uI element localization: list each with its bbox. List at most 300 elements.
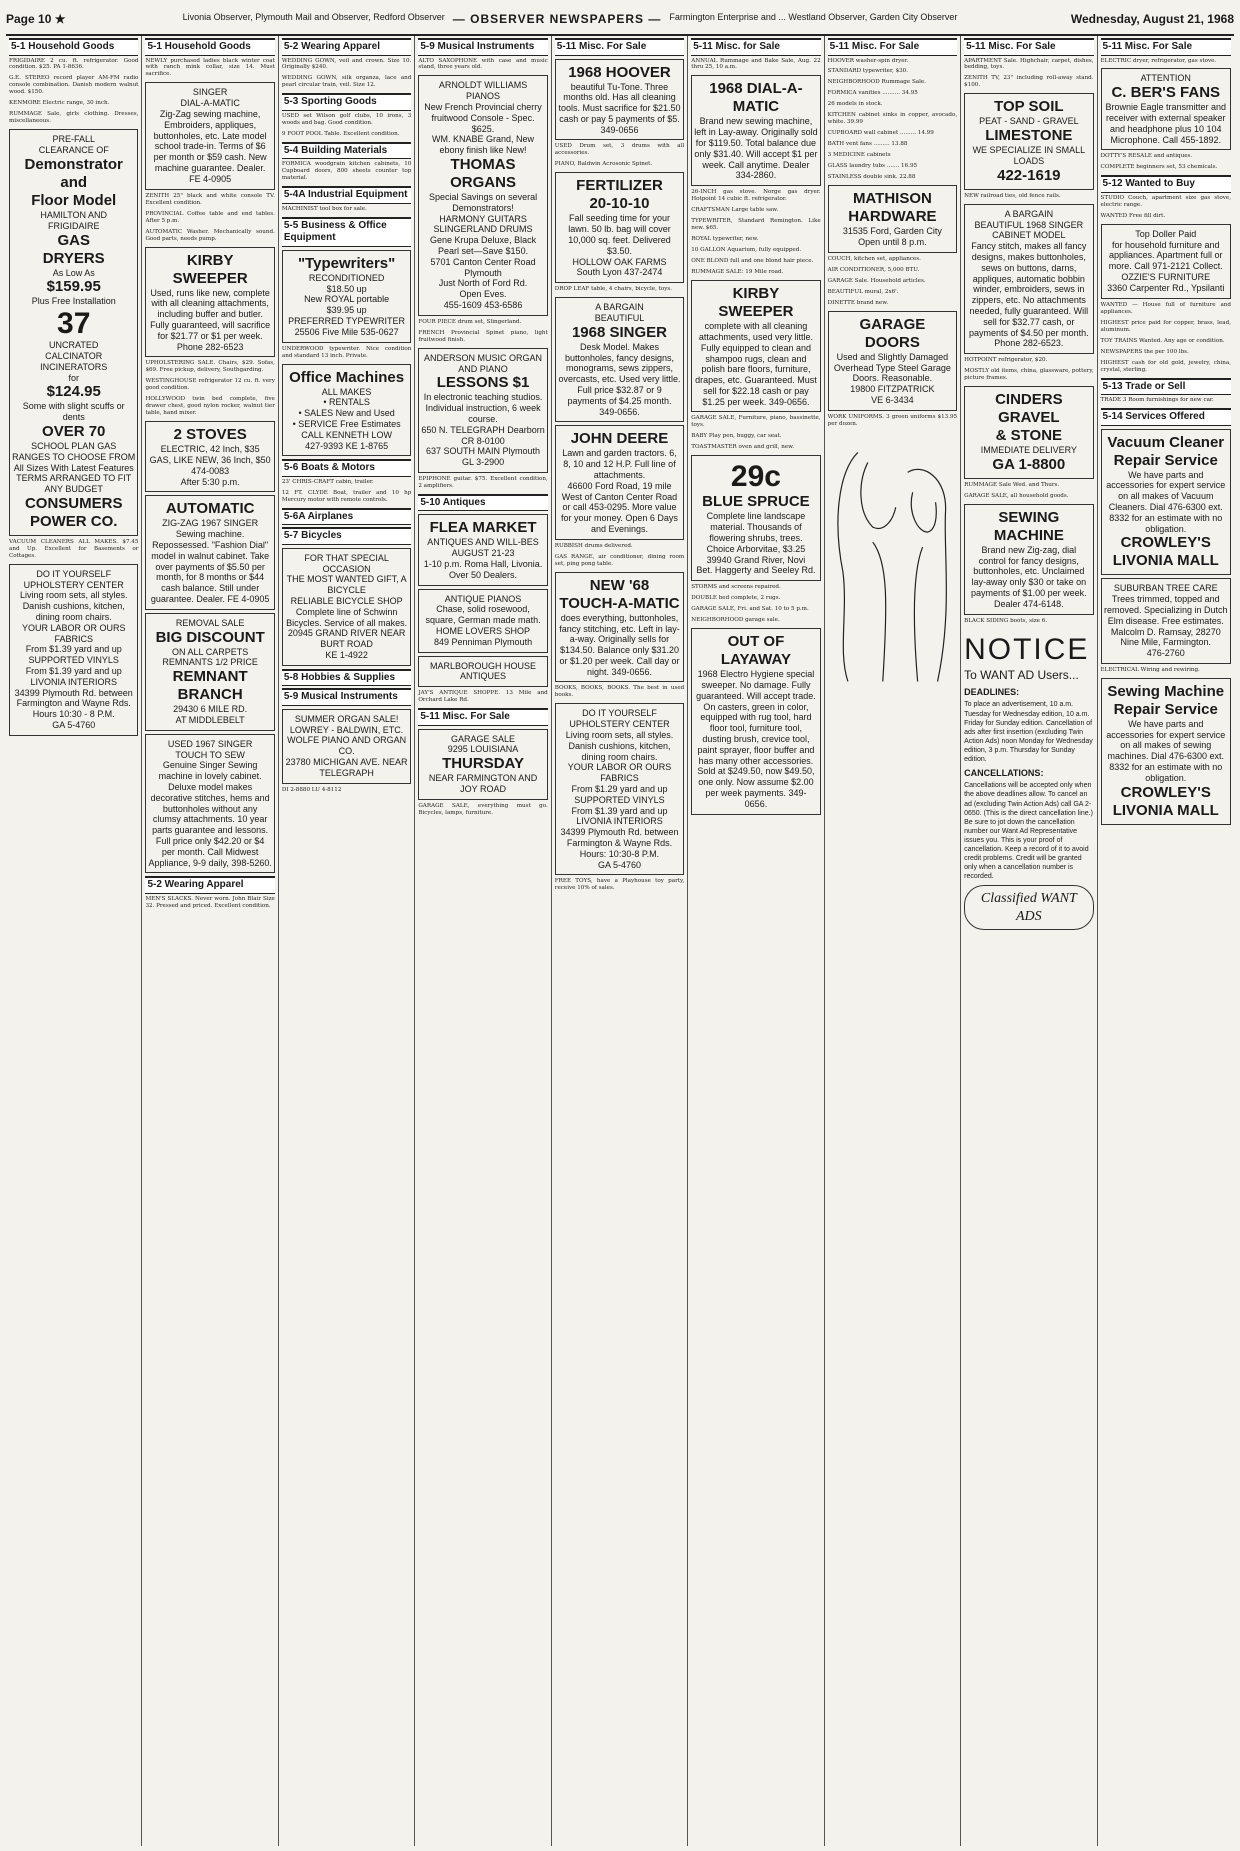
display-ad-line: In electronic teaching studios. Individual instruction, 6 week course. bbox=[423, 392, 543, 424]
classified-ad: PIANO, Baldwin Acrosonic Spinet. bbox=[554, 161, 653, 168]
display-ad-line: Repair Service bbox=[1113, 451, 1218, 469]
want-ad-notice bbox=[964, 631, 1093, 882]
display-ad-line: GA 1-8800 bbox=[992, 455, 1066, 473]
classified-ad: DROP LEAF table, 4 chairs, bicycle, toys. bbox=[554, 286, 673, 293]
display-ad-line: SCHOOL PLAN GAS RANGES TO CHOOSE FROM bbox=[12, 440, 136, 462]
display-ad-line: Office Machines bbox=[289, 368, 405, 386]
section-header: 5-11 Misc. for Sale bbox=[691, 38, 820, 56]
classified-ad: FREE TOYS, have a Playhouse toy party, receive 10% of sales. bbox=[554, 878, 685, 892]
display-ad bbox=[1101, 429, 1231, 576]
display-ad-line: Used, runs like new, complete with all cleaning attachments, including buffer and butler. Fully guaranteed, will sacrifice for $21.77 or $1 per week. Phone 282-6523 bbox=[150, 287, 271, 352]
display-ad-line: & STONE bbox=[995, 427, 1063, 445]
section-header: 5-10 Antiques bbox=[418, 494, 547, 512]
display-ad bbox=[418, 514, 547, 585]
classified-ad: COMPLETE beginners set, 53 chemicals. bbox=[1100, 164, 1218, 171]
classified-ad: STORMS and screens repaired. bbox=[691, 584, 781, 591]
display-ad-line: Special Savings on several Demonstrators! bbox=[429, 192, 538, 213]
display-ad-line: 1968 SINGER bbox=[571, 323, 668, 341]
display-ad-line: BEAUTIFUL bbox=[594, 313, 645, 323]
classified-ad: PROVINCIAL Coffee table and end tables. After 5 p.m. bbox=[145, 210, 275, 224]
masthead bbox=[6, 4, 1234, 36]
display-ad-line: UNCRATED bbox=[49, 340, 99, 351]
classified-ad: NEWSPAPERS the per 100 lbs. bbox=[1100, 348, 1189, 355]
section-header: 5-12 Wanted to Buy bbox=[1101, 175, 1231, 193]
classified-ad: TOASTMASTER oven and grill, new. bbox=[691, 444, 795, 451]
display-ad-line: 5701 Canton Center Road Plymouth bbox=[430, 256, 536, 278]
classified-ad: UPHOLSTERING SALE. Chairs, $29. Sofas, $69. Free pickup, delivery, Southgarding. bbox=[145, 360, 275, 374]
classified-ad: UNDERWOOD typewriter. Nice condition and standard 13 inch. Private. bbox=[281, 345, 412, 359]
column-5 bbox=[552, 36, 688, 1846]
display-ad-line: As Low As bbox=[52, 267, 95, 278]
display-ad bbox=[145, 495, 274, 609]
section-header: 5-11 Misc. For Sale bbox=[828, 38, 957, 56]
column-8 bbox=[961, 36, 1097, 1846]
illustration-stroke bbox=[861, 462, 896, 528]
display-ad-line: LIMESTONE bbox=[985, 127, 1073, 145]
classified-ad: GARAGE SALE, everything must go. Bicycles, lamps, furniture. bbox=[418, 802, 548, 816]
classified-ad: VACUUM CLEANERS ALL MAKES. $7.45 and Up. Excellent for Basements or Cottages. bbox=[9, 538, 139, 559]
display-ad-line: HAMILTON AND bbox=[40, 209, 108, 220]
display-ad-line: Living room sets, all styles. Danish cushions, kitchen, dining room chairs. bbox=[565, 730, 674, 762]
display-ad-line: AT MIDDLEBELT bbox=[175, 714, 245, 725]
display-ad-line: South Lyon 437-2474 bbox=[576, 267, 663, 278]
illustration-stroke bbox=[914, 547, 922, 681]
display-ad-line: THOMAS ORGANS bbox=[450, 156, 516, 192]
classified-ad: HOOVER washer-spin dryer. bbox=[827, 57, 909, 64]
display-ad-line: LIVONIA INTERIORS bbox=[30, 676, 117, 687]
display-ad-line: ATTENTION bbox=[1140, 73, 1191, 84]
display-ad bbox=[1101, 678, 1231, 825]
display-ad-line: 39940 Grand River, Novi bbox=[706, 554, 806, 565]
display-ad-line: LOWREY - BALDWIN, ETC. bbox=[289, 724, 404, 735]
classified-ad: GARAGE SALE, all household goods. bbox=[964, 492, 1069, 499]
display-ad bbox=[691, 75, 820, 186]
display-ad-line: 34399 Plymouth Rd. between Farmington and Wayne Rds. bbox=[14, 687, 133, 709]
classified-ad: FRENCH Provincial Spinet piano, light fruitwood finish. bbox=[418, 329, 548, 343]
display-ad bbox=[282, 709, 411, 784]
display-ad bbox=[1101, 68, 1231, 150]
section-header: 5-9 Musical Instruments bbox=[418, 38, 547, 56]
display-ad-line: 427-9393 KE 1-8765 bbox=[305, 440, 389, 451]
display-ad-line: REMNANT bbox=[172, 668, 248, 686]
classified-ad: 12 FT. CLYDE Boat, trailer and 10 hp Mercury motor with remote controls. bbox=[281, 489, 412, 503]
display-ad-line: Complete line landscape material. Thousands of flowering shrubs, trees. bbox=[706, 511, 806, 544]
display-ad bbox=[1101, 224, 1231, 299]
classified-ad: HOLLYWOOD twin bed complete, five drawer chest, good nylon rocker, walnut tier table, hand mixer. bbox=[145, 396, 275, 417]
display-ad-line: MARLBOROUGH HOUSE ANTIQUES bbox=[430, 660, 537, 682]
classified-ad: ALTO SAXOPHONE with case and music stand, three years old. bbox=[418, 57, 548, 71]
classified-ad: FOUR PIECE drum set, Slingerland. bbox=[418, 318, 522, 325]
display-ad-line: From $1.39 yard and up bbox=[571, 805, 668, 816]
classified-ad: DI 2-8880 LU 4-8112 bbox=[281, 786, 342, 793]
classified-ad: CUPBOARD wall cabinet ......... 14.99 bbox=[827, 130, 934, 137]
display-ad-line: CLEARANCE OF bbox=[38, 145, 109, 156]
display-ad bbox=[964, 504, 1093, 615]
classified-ad: MACHINIST tool box for sale. bbox=[281, 205, 367, 212]
display-ad-line: Genuine Singer Sewing machine in lovely cabinet. Deluxe model makes decorative stitches, hems and buttonholes without any clumsy attachments. 10 year parts guarantee and lessons. Full price only $42.20 or $4 per month. Call Midwest Appliance, 9-9 daily, 398-5260. bbox=[148, 760, 272, 868]
display-ad-line: NEW '68 bbox=[589, 576, 650, 594]
display-ad-line: GAS bbox=[57, 231, 90, 249]
display-ad bbox=[418, 729, 547, 800]
display-ad-line: Used and Slightly Damaged bbox=[836, 351, 949, 362]
classified-want-ads-logo: Classified WANT ADS bbox=[964, 885, 1093, 930]
display-ad bbox=[145, 734, 274, 874]
display-ad-line: TOP SOIL bbox=[994, 98, 1064, 116]
classified-ad: RUMMAGE Sale, girls clothing. Dresses, miscellaneous. bbox=[9, 111, 139, 125]
display-ad-line: ANTIQUE PIANOS bbox=[444, 593, 522, 604]
notice-subtitle: To WANT AD Users... bbox=[964, 668, 1079, 683]
display-ad-line: 37 bbox=[57, 307, 91, 341]
display-ad bbox=[828, 185, 957, 253]
display-ad-line: GA 5-4760 bbox=[597, 859, 641, 870]
classified-ad: GARAGE SALE, Fri. and Sat. 10 to 5 p.m. bbox=[691, 606, 809, 613]
section-header: 5-13 Trade or Sell bbox=[1101, 378, 1231, 396]
display-ad-line: We have parts and accessories for expert service on all makes of sewing machines. Dial 476-6300 ext. 8332 for an estimate with no obligation. bbox=[1106, 718, 1226, 783]
notice-paragraph: Cancellations will be accepted only when the above deadlines allow. To cancel an ad (excluding Twin Action Ads) call GA 2-0650. (This is the direct cancellation line.) Be sure to jot down the cancellation number our Want Ad Representative issues you. This is your proof of cancellation. Keep a record of it to avoid credit problems. Credit will be granted only when a cancellation number is recorded. bbox=[964, 782, 1093, 881]
display-ad-line: "Typewriters" bbox=[297, 254, 396, 272]
display-ad-line: ANTIQUES AND WILL-BES bbox=[427, 537, 539, 548]
display-ad-line: for household furniture and appliances. Apartment full or more. Call 971-2121 Collect. bbox=[1108, 239, 1223, 272]
display-ad-line: FOR THAT SPECIAL OCCASION bbox=[304, 552, 389, 574]
display-ad bbox=[828, 311, 957, 411]
classified-ad: FORMICA woodgrain kitchen cabinets, 10 Cupboard doors, 800 sheets counter top material. bbox=[281, 161, 412, 182]
classified-ad: STAINLESS double sink. 22.88 bbox=[827, 174, 916, 181]
classified-ad: ELECTRIC dryer, refrigerator, gas stove. bbox=[1100, 57, 1217, 64]
display-ad-line: KIRBY SWEEPER bbox=[172, 251, 248, 287]
display-ad-line: UPHOLSTERY CENTER bbox=[23, 579, 124, 590]
display-ad-line: CALL KENNETH LOW bbox=[301, 429, 392, 440]
classified-ad: HOTPOINT refrigerator, $20. bbox=[964, 357, 1048, 364]
display-ad-line: 20945 GRAND RIVER NEAR BURT ROAD bbox=[287, 628, 406, 650]
notice-paragraph: To place an advertisement, 10 a.m. Tuesday for Wednesday edition, 10 a.m. Friday for Sunday edition. Cancellation of ads after first insertion (excluding Twin Action Ads) noon Monday for Wednesday edition, 3 p.m. Thursday for Sunday edition. bbox=[964, 701, 1093, 763]
display-ad-line: BIG DISCOUNT bbox=[155, 628, 265, 646]
display-ad-line: From $1.39 yard and up bbox=[25, 644, 122, 655]
display-ad-line: GA 5-4760 bbox=[52, 720, 96, 731]
display-ad-line: Fall seeding time for your lawn. 50 lb. bag will cover 10,000 sq. feet. Delivered $3.50. bbox=[568, 213, 671, 256]
classified-ad: USED set Wilson golf clubs, 10 irons, 3 woods and bag. Good condition. bbox=[281, 112, 412, 126]
classified-ad: USED Drum set, 3 drums with all accessories. bbox=[554, 143, 685, 157]
display-ad-line: TOUCH TO SEW bbox=[175, 749, 245, 760]
display-ad-line: Repair Service bbox=[1113, 700, 1218, 718]
display-ad-line: HOLLOW OAK FARMS bbox=[572, 256, 667, 267]
page-number: Page 10 ★ bbox=[6, 12, 66, 26]
display-ad-line: All Sizes With Latest Features bbox=[13, 462, 134, 473]
display-ad-line: BLUE SPRUCE bbox=[702, 493, 810, 511]
display-ad bbox=[555, 172, 684, 283]
display-ad-line: KIRBY SWEEPER bbox=[718, 285, 794, 321]
display-ad-line: 1968 Electro Hygiene special sweeper. No damage. Fully guaranteed. Will accept trade. On casters, green in color, equipped with rug tool, hard floor tool, furniture tool, dusting brush, crevice tool, paint sprayer, floor buffer and has many other accessories. Sold at $249.50, now $49.50, one only. Now assume $2.00 per week payments. 349-0656. bbox=[696, 669, 816, 809]
paper-title-left: Livonia Observer, Plymouth Mail and Observer, Redford Observer bbox=[182, 12, 445, 22]
display-ad-line: 1-10 p.m. Roma Hall, Livonia. Over 50 Dealers. bbox=[423, 559, 543, 580]
display-ad bbox=[145, 421, 274, 492]
classified-ad: ZENITH 25" black and white console TV. Excellent condition. bbox=[145, 192, 275, 206]
display-ad-line: FRIGIDAIRE bbox=[47, 220, 100, 231]
display-ad-line: PRE-FALL bbox=[52, 134, 95, 145]
classified-ad: FRIGIDAIRE 2 cu. ft. refrigerator. Good condition. $25. PA 1-8636. bbox=[9, 57, 139, 71]
section-header: 5-11 Misc. For Sale bbox=[555, 38, 684, 56]
display-ad bbox=[964, 204, 1093, 354]
classified-ad: WEDDING GOWN, silk organza, lace and pearl circular train, veil. Size 12. bbox=[281, 75, 412, 89]
classified-ad: NEWLY purchased ladies black winter coat with ranch mink collar, size 14. Must sacrifice. bbox=[145, 57, 275, 78]
display-ad-line: SUPPORTED VINYLS bbox=[28, 655, 119, 666]
display-ad-line: CONSUMERS bbox=[24, 494, 123, 512]
column-1 bbox=[6, 36, 142, 1846]
display-ad-line: RELIABLE BICYCLE SHOP bbox=[290, 596, 403, 606]
classified-ad: TOY TRAINS Wanted. Any age or condition. bbox=[1100, 337, 1225, 344]
section-header: 5-11 Misc. For Sale bbox=[1101, 38, 1231, 56]
display-ad-line: KE 1-4922 bbox=[325, 649, 368, 660]
classified-ad: WEDDING GOWN, veil and crown. Size 10. Originally $240. bbox=[281, 57, 412, 71]
display-ad-line: LIVONIA MALL bbox=[1112, 801, 1219, 819]
display-ad bbox=[1101, 578, 1231, 664]
display-ad-line: We have parts and accessories for expert service on all makes of Vacuum Cleaners. Dial 476-6300 ext. 8332 for an estimate with no obligation. bbox=[1106, 469, 1226, 534]
classified-ad: STUDIO Couch, apartment size gas stove, electric range. bbox=[1100, 194, 1231, 208]
display-ad-line: 422-1619 bbox=[997, 166, 1061, 184]
display-ad-line: USED 1967 SINGER bbox=[167, 738, 253, 749]
display-ad-line: • RENTALS bbox=[323, 397, 370, 408]
display-ad-line: DIAL-A-MATIC bbox=[180, 98, 240, 109]
section-header: 5-8 Hobbies & Supplies bbox=[282, 669, 411, 687]
display-ad bbox=[691, 280, 820, 412]
display-ad-line: CROWLEY'S bbox=[1120, 783, 1211, 801]
display-ad-line: 2 STOVES bbox=[173, 426, 247, 444]
classified-ad: NEIGHBORHOOD garage sale. bbox=[691, 617, 780, 624]
display-ad-line: GARAGE SALE bbox=[451, 733, 516, 744]
classified-ad: TRADE 3 Room furnishings for new car. bbox=[1100, 397, 1214, 404]
display-ad-line: FLEA MARKET bbox=[429, 519, 537, 537]
display-ad bbox=[691, 455, 820, 581]
display-ad bbox=[555, 425, 684, 539]
illustration-stroke bbox=[911, 492, 936, 532]
classified-ad: ELECTRICAL Wiring and rewiring. bbox=[1100, 666, 1200, 673]
column-4 bbox=[415, 36, 551, 1846]
display-ad-line: Chase, solid rosewood, square, German made math. bbox=[425, 604, 541, 626]
display-ad bbox=[418, 589, 547, 653]
display-ad-line: 455-1609 453-6586 bbox=[443, 300, 523, 311]
classified-ad: DOUBLE bed complete, 2 rugs. bbox=[691, 595, 781, 602]
classified-ad: 26-INCH gas stove. Norge gas dryer. Hotpoint 14 cubic ft. refrigerator. bbox=[691, 189, 821, 203]
classified-ad: GAS RANGE, air conditioner, dining room set, ping pong table. bbox=[554, 553, 685, 567]
classified-ad: G.E. STEREO record player AM-FM radio console combination. Danish modern walnut wood. $150. bbox=[9, 75, 139, 96]
display-ad-line: SEWING MACHINE bbox=[993, 508, 1064, 544]
display-ad-line: 31535 Ford, Garden City bbox=[842, 226, 942, 237]
display-ad-line: RECONDITIONED bbox=[308, 272, 385, 283]
display-ad-line: DO IT YOURSELF bbox=[36, 568, 112, 579]
classified-ad: KITCHEN cabinet sinks in copper, avocado, white. 39.99 bbox=[827, 112, 958, 126]
classified-columns bbox=[6, 36, 1234, 1846]
display-ad-line: 19800 FITZPATRICK bbox=[850, 384, 935, 395]
notice-title: NOTICE bbox=[964, 632, 1090, 666]
display-ad-line: From $1.29 yard and up bbox=[571, 784, 668, 795]
display-ad-line: DRYERS bbox=[42, 249, 105, 267]
display-ad-line: Lawn and garden tractors. 6, 8, 10 and 12 H.P. Full line of attachments. bbox=[562, 448, 677, 480]
display-ad-line: AUTOMATIC bbox=[165, 500, 255, 518]
display-ad-line: • SALES New and Used bbox=[298, 408, 395, 419]
display-ad-line: for bbox=[68, 372, 79, 383]
display-ad-line: does everything, buttonholes, fancy stitching, etc. Left in lay-a-way. Originally sells for $134.50. Balance only $31.20 or $1.20 per week. Call day or night. 349-0656. bbox=[559, 612, 680, 677]
classified-ad: ROYAL typewriter, new. bbox=[691, 236, 759, 243]
display-ad-line: 20-10-10 bbox=[589, 195, 650, 213]
illustration-stroke bbox=[838, 452, 858, 681]
classified-ad: CRAFTSMAN Large table saw. bbox=[691, 207, 779, 214]
display-ad-line: THURSDAY bbox=[442, 755, 525, 773]
classified-ad: BOOKS, BOOKS, BOOKS. The best in used books. bbox=[554, 685, 685, 699]
notice-heading: DEADLINES: bbox=[964, 687, 1020, 698]
display-ad-line: DO IT YOURSELF bbox=[582, 708, 657, 719]
display-ad-line: Just North of Ford Rd. bbox=[438, 278, 528, 289]
display-ad-line: VE 6-3434 bbox=[871, 395, 914, 406]
display-ad-line: PEAT - SAND - GRAVEL bbox=[979, 116, 1079, 127]
section-header: 5-14 Services Offered bbox=[1101, 408, 1231, 426]
display-ad-line: $124.95 bbox=[46, 383, 101, 401]
display-ad-line: Brand new sewing machine, left in Lay-away. Originally sold for $119.50. Total balance due only $31.40. Will accept $1 per week. Call anytime. Dealer 334-2860. bbox=[694, 116, 818, 181]
display-ad-line: OVER 70 bbox=[42, 422, 106, 440]
section-header: 5-6 Boats & Motors bbox=[282, 459, 411, 477]
column-6 bbox=[688, 36, 824, 1846]
paper-titles bbox=[76, 12, 1064, 26]
display-ad-line: ANDERSON MUSIC ORGAN AND PIANO bbox=[424, 352, 543, 374]
display-ad bbox=[282, 548, 411, 666]
display-ad-line: Sewing machine. Repossessed. "Fashion Dial" model in walnut cabinet. Take over payments of $5.50 per month, for 8 months or $44 cash balance. Still under guarantee. Dealer. FE 4-0905 bbox=[150, 529, 270, 604]
section-header: 5-4 Building Materials bbox=[282, 142, 411, 160]
column-9 bbox=[1098, 36, 1234, 1846]
display-ad-line: CROWLEY'S bbox=[1120, 534, 1211, 552]
display-ad-line: complete with all cleaning attachments, used very little. Fully equipped to clean and shampoo rugs, clean and polish bare floors, furniture, drapes, etc. Guaranteed. Must sell for $22.18 cash or pay $1.25 per week. 349-0656. bbox=[695, 321, 817, 407]
classified-ad: 9 FOOT POOL Table. Excellent condition. bbox=[281, 130, 400, 137]
section-header: 5-9 Musical Instruments bbox=[282, 688, 411, 706]
display-ad bbox=[418, 656, 547, 688]
classified-ad: BLACK SIDING boots, size 6. bbox=[964, 617, 1048, 624]
display-ad-line: ALL MAKES bbox=[321, 386, 372, 397]
display-ad bbox=[9, 564, 138, 736]
display-ad-line: IMMEDIATE DELIVERY bbox=[980, 445, 1077, 456]
display-ad-line: Bet. Haggerty and Seeley Rd. bbox=[696, 565, 816, 576]
display-ad-line: SUMMER ORGAN SALE! bbox=[294, 713, 399, 724]
display-ad-line: ZIG-ZAG 1967 SINGER bbox=[162, 518, 259, 529]
display-ad-line: A BARGAIN bbox=[1004, 208, 1054, 219]
classified-ad: 10 GALLON Aquarium, fully equipped. bbox=[691, 247, 802, 254]
display-ad-line: 23780 MICHIGAN AVE. NEAR TELEGRAPH bbox=[285, 756, 408, 778]
display-ad-line: Living room sets, all styles. Danish cushions, kitchen, dining room chairs. bbox=[19, 590, 128, 623]
display-ad-line: 637 SOUTH MAIN Plymouth GL 3-2900 bbox=[426, 446, 541, 468]
classified-ad: RUMMAGE SALE: 19 Mile road. bbox=[691, 269, 784, 276]
section-header: 5-7 Bicycles bbox=[282, 527, 411, 545]
display-ad-line: HARMONY GUITARS SLINGERLAND DRUMS bbox=[433, 213, 533, 235]
classified-ad: ONE BLOND full and one blond hair piece. bbox=[691, 258, 814, 265]
display-ad-line: • SERVICE Free Estimates bbox=[292, 418, 401, 429]
display-ad-line: FERTILIZER bbox=[576, 177, 663, 195]
classified-ad: 26 models in stock. bbox=[827, 101, 883, 108]
column-3 bbox=[279, 36, 415, 1846]
display-ad-line: LESSONS $1 bbox=[436, 374, 530, 392]
display-ad-line: $18.50 up bbox=[326, 283, 367, 294]
display-ad-line: Plus Free Installation bbox=[31, 296, 116, 307]
display-ad-line: New ROYAL portable bbox=[304, 294, 390, 305]
display-ad-line: 46600 Ford Road, 19 mile West of Canton Center Road or call 453-0295. More value for your money. Open 6 Days and Evenings. bbox=[561, 480, 678, 534]
display-ad-line: FABRICS bbox=[54, 633, 93, 644]
display-ad-line: SINGER bbox=[192, 87, 228, 98]
display-ad-line: OZZIE'S FURNITURE bbox=[1121, 272, 1211, 283]
display-ad-line: Trees trimmed, topped and removed. Specializing in Dutch Elm disease. Free estimates. Malcolm D. Ramsay, 28270 Nine Mile, Farmington. bbox=[1103, 594, 1228, 648]
display-ad-line: INCINERATORS bbox=[40, 361, 108, 372]
classified-ad: JAY'S ANTIQUE SHOPPE. 13 Mile and Orchard Lake Rd. bbox=[418, 690, 548, 704]
display-ad-line: Fancy stitch, makes all fancy designs, makes buttonholes, sews on buttons, darns, appliques, automatic bobbin winder, embroiders, sews in zippers, etc. No attachments needed, fully guaranteed. Will sell for $32.77 cash, or payments of $4.50 per month. Phone 282-6523. bbox=[969, 241, 1089, 349]
display-ad-line: Zig-Zag sewing machine, Embroiders, appliques, buttonholes, etc. Late model school trade-in. Terms of $6 per month or $59 cash. New machine guarantee. Dealer. FE 4-0905 bbox=[153, 109, 267, 184]
classified-ad: MEN'S SLACKS. Never worn. John Blair Size 32. Pressed and priced. Excellent condition. bbox=[145, 895, 275, 909]
classified-ad: HIGHEST price paid for copper, brass, lead, aluminum. bbox=[1100, 319, 1231, 333]
display-ad-line: CINDERS bbox=[995, 391, 1063, 409]
display-ad-line: THE MOST WANTED GIFT, A BICYCLE bbox=[286, 574, 407, 596]
display-ad bbox=[145, 247, 274, 358]
display-ad-line: Brand new Zig-zag, dial control for fancy designs, buttonholes, etc. Unclaimed lay-away only $30 or take on payments of $1.00 per week. Dealer 474-6148. bbox=[971, 544, 1087, 609]
classified-ad: ZENITH TV, 23" including roll-away stand. $100. bbox=[964, 75, 1094, 89]
display-ad bbox=[282, 364, 411, 457]
display-ad-line: UPHOLSTERY CENTER bbox=[569, 719, 670, 730]
section-header: 5-1 Household Goods bbox=[9, 38, 138, 56]
paper-title-right: Farmington Enterprise and ... Westland Observer, Garden City Observer bbox=[669, 12, 958, 22]
display-ad-line: HARDWARE bbox=[848, 208, 937, 226]
classified-ad: 3 MEDICINE cabinets bbox=[827, 152, 891, 159]
classified-ad: RUBBISH drums delivered. bbox=[554, 542, 633, 549]
classified-ad: EPIPHONE guitar. $75. Excellent condition, 2 amplifiers. bbox=[418, 475, 548, 489]
display-ad bbox=[418, 75, 547, 315]
display-ad-line: WOLFE PIANO AND ORGAN CO. bbox=[287, 735, 407, 757]
display-ad-line: PREFERRED TYPEWRITER bbox=[288, 316, 406, 327]
display-ad-line: Some with slight scuffs or dents bbox=[22, 401, 125, 423]
classified-ad: STANDARD typewriter, $30. bbox=[827, 68, 909, 75]
display-ad bbox=[555, 297, 684, 422]
classified-ad: ANNUAL Rummage and Bake Sale, Aug. 22 thru 25, 10 a.m. bbox=[691, 57, 821, 71]
display-ad-line: GARAGE DOORS bbox=[859, 315, 926, 351]
classified-ad: NEW railroad ties, old fence rails. bbox=[964, 192, 1061, 199]
display-ad-line: 650 N. TELEGRAPH Dearborn CR 8-0100 bbox=[421, 424, 545, 446]
display-ad-line: ON ALL CARPETS bbox=[172, 646, 249, 657]
display-ad-line: FABRICS bbox=[600, 773, 639, 784]
display-ad-line: From $1.39 yard and up bbox=[25, 666, 122, 677]
display-ad-line: BRANCH bbox=[177, 686, 243, 704]
section-header: 5-2 Wearing Apparel bbox=[282, 38, 411, 56]
classified-ad: NEIGHBORHOOD Rummage Sale. bbox=[827, 79, 926, 86]
display-ad-line: $39.95 up bbox=[326, 305, 367, 316]
display-ad-line: AUGUST 21-23 bbox=[451, 548, 515, 559]
display-ad-line: Top Doller Paid bbox=[1135, 228, 1197, 239]
display-ad-line: HOME LOVERS SHOP bbox=[436, 625, 531, 636]
display-ad bbox=[418, 348, 547, 473]
classified-ad: WANTED Free fill dirt. bbox=[1100, 212, 1166, 219]
display-ad-line: Brownie Eagle transmitter and receiver with external speaker and headphone plus 10 104 Microphone. Call 455-1892. bbox=[1105, 102, 1227, 145]
classified-ad: TYPEWRITER, Standard Remington. Like new. $65. bbox=[691, 218, 821, 232]
display-ad bbox=[555, 59, 684, 141]
display-ad bbox=[9, 129, 138, 536]
classified-ad: GARAGE Sale. Household articles. bbox=[827, 277, 926, 284]
display-ad-line: 476-2760 bbox=[1146, 648, 1185, 659]
display-ad-line: and bbox=[60, 173, 88, 191]
display-ad-line: TERMS ARRANGED TO FIT ANY BUDGET bbox=[16, 473, 132, 495]
display-ad-line: 349-0656 bbox=[600, 124, 639, 135]
display-ad-line: Overhead Type Steel Garage Doors. Reasonable. bbox=[833, 362, 951, 384]
classified-ad: AUTOMATIC Washer. Mechanically sound. Good parts, needs pump. bbox=[145, 228, 275, 242]
display-ad-line: 25506 Five Mile 535-0627 bbox=[294, 326, 399, 337]
classified-ad: BABY Play pen, buggy, car seat. bbox=[691, 433, 782, 440]
display-ad-line: A BARGAIN bbox=[595, 302, 644, 313]
display-ad bbox=[964, 93, 1093, 189]
section-header: 5-4A Industrial Equipment bbox=[282, 186, 411, 204]
classified-ad: RUMMAGE Sale Wed. and Thurs. bbox=[964, 481, 1060, 488]
display-ad-line: 849 Penniman Plymouth bbox=[434, 636, 533, 647]
paper-title-main: — OBSERVER NEWSPAPERS — bbox=[452, 12, 662, 26]
display-ad-line: 9295 LOUISIANA bbox=[447, 744, 519, 755]
display-ad-line: Complete line of Schwinn Bicycles. Service of all makes. bbox=[286, 606, 408, 628]
